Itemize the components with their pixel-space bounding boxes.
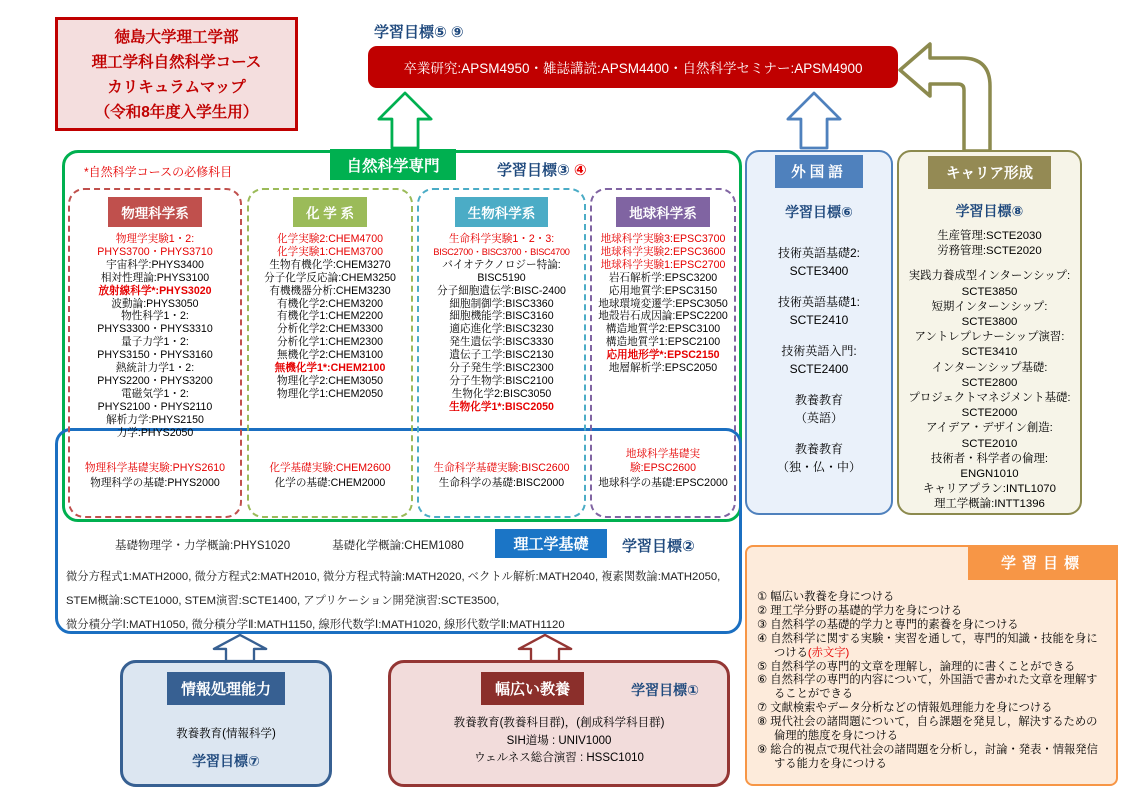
- column-biology: [417, 188, 586, 518]
- list-item: 生命科学基礎実験:BISC2600: [433, 462, 570, 474]
- list-item: 地球科学実験2:EPSC3600: [600, 245, 726, 258]
- list-item: 技術者・科学者の倫理:: [930, 452, 1049, 465]
- objective-1-label: 学習目標①: [631, 682, 699, 698]
- list-item: ⑦ 文献検索やデータ分析などの情報処理能力を身につける: [757, 702, 1053, 715]
- career-header: キャリア形成: [928, 156, 1051, 189]
- foundation-intro-courses: [115, 537, 506, 553]
- foreign-language-header: 外国語: [775, 155, 863, 188]
- information-processing-header: 情報処理能力: [167, 672, 285, 705]
- list-item: ④ 自然科学に関する実験・実習を通して，専門的知識・技能を身につける(赤文字): [757, 632, 1098, 659]
- list-item: 応用地質学:EPSC3150: [608, 284, 718, 297]
- list-item: 分子化学反応論:CHEM3250: [264, 271, 396, 284]
- list-item: 分析化学1:CHEM2300: [277, 336, 383, 349]
- math-course-list: [66, 565, 726, 637]
- arrow-up-broad-to-foundation-icon: [517, 633, 573, 663]
- objective-6-label: 学習目標⑥: [785, 204, 853, 220]
- column-physics: [68, 188, 242, 518]
- list-item: SCTE3410: [961, 346, 1018, 359]
- list-item: 量子力学1・2:: [121, 336, 189, 349]
- list-item: 生命科学実験1・2・3:: [448, 233, 555, 245]
- learning-objectives-header: 学習目標: [968, 545, 1118, 580]
- biology-course-list: [419, 233, 584, 414]
- list-item: BISC2700・BISC3700・BISC4700: [433, 246, 570, 257]
- list-item: ⑨ 総合的視点で現代社会の諸問題を分析し，討論・発表・情報発信する能力を身につける: [757, 743, 1098, 770]
- list-item: 生産管理:SCTE2030: [937, 230, 1042, 242]
- list-item: プロジェクトマネジメント基礎:: [908, 392, 1071, 405]
- list-item: 技術英語基礎1:: [777, 295, 860, 309]
- objective-7-label: 学習目標⑦: [192, 753, 260, 769]
- list-item: 技術英語基礎2:: [777, 246, 860, 260]
- basic-physics-course: 基礎物理学・力学概論:PHYS1020: [115, 540, 291, 552]
- list-item: 物理科学基礎実験:PHYS2610: [84, 462, 226, 474]
- list-item: 物性科学1・2:: [121, 310, 189, 323]
- list-item: 分子細胞遺伝学:BISC-2400: [437, 284, 566, 297]
- list-item: 放射線科学*:PHYS3020: [98, 284, 212, 297]
- list-item: 相対性理論:PHYS3100: [100, 271, 210, 284]
- list-item: 物理学実験1・2:: [115, 233, 195, 245]
- list-item: 構造地質学2:EPSC3100: [605, 323, 721, 336]
- biology-column-header: 生物科学系: [455, 197, 549, 227]
- foreign-language-box: [745, 150, 893, 515]
- list-item: 物理化学1:CHEM2050: [277, 387, 383, 400]
- list-item: 生物有機化学:CHEM3270: [269, 258, 391, 271]
- list-item: 地球科学実験1:EPSC2700: [600, 258, 726, 271]
- list-item: PHYS3300・PHYS3310: [97, 323, 213, 336]
- list-item: （独・仏・中）: [776, 460, 861, 474]
- list-item: 物理化学2:CHEM3050: [277, 374, 383, 387]
- list-item: 教養教育: [794, 442, 843, 456]
- list-item: 分析化学2:CHEM3300: [277, 323, 383, 336]
- list-item: 宇宙科学:PHYS3400: [106, 258, 204, 271]
- list-item: ② 理工学分野の基礎的学力を身につける: [757, 604, 963, 617]
- physics-basics-list: [72, 461, 238, 490]
- list-item: 細胞制御学:BISC3360: [449, 297, 554, 310]
- list-item: 細胞機能学:BISC3160: [449, 310, 554, 323]
- broad-education-header: 幅広い教養: [481, 672, 584, 705]
- list-item: 化学基礎実験:CHEM2600: [269, 462, 391, 474]
- foundation-section-label: 理工学基礎: [495, 529, 607, 558]
- list-item: 岩石解析学:EPSC3200: [608, 271, 718, 284]
- list-item: PHYS2100・PHYS2110: [97, 400, 213, 413]
- broad-education-box: [388, 660, 730, 787]
- list-item: ⑥ 自然科学の専門的内容について，外国語で書かれた文章を理解することができる: [757, 674, 1098, 701]
- broad-education-course-list: [391, 715, 727, 768]
- list-item: 物理科学の基礎:PHYS2000: [90, 476, 220, 489]
- earth-basics-list: [594, 447, 732, 491]
- list-item: 地層解析学:EPSC2050: [608, 362, 718, 375]
- list-item: 化学実験2:CHEM4700: [277, 233, 383, 245]
- list-item: 微分方程式1:MATH2000, 微分方程式2:MATH2010, 微分方程式特論:MATH2020, ベクトル解析:MATH2040, 複素関数論:MATH2050,: [66, 571, 721, 583]
- list-item: SCTE2410: [789, 313, 849, 327]
- list-item: 化学の基礎:CHEM2000: [274, 476, 386, 489]
- list-item: 解析力学:PHYS2150: [106, 413, 204, 426]
- list-item: 電磁気学1・2:: [121, 387, 189, 400]
- list-item: 適応進化学:BISC3230: [449, 323, 554, 336]
- list-item: 教養教育: [794, 393, 843, 407]
- career-development-box: [897, 150, 1082, 515]
- list-item: 有機化学1:CHEM2200: [277, 310, 383, 323]
- career-course-list: [899, 229, 1080, 513]
- list-item: 発生遺伝学:BISC3330: [449, 336, 554, 349]
- list-item: 地球科学の基礎:EPSC2000: [598, 476, 728, 489]
- required-courses-note: *自然科学コースの必修科目: [84, 165, 233, 179]
- list-item: バイオテクノロジー特論:: [442, 258, 561, 271]
- list-item: 無機化学1*:CHEM2100: [274, 362, 386, 375]
- list-item: 化学実験1:CHEM3700: [277, 245, 383, 258]
- arrow-up-foreign-to-banner-icon: [786, 89, 842, 151]
- information-processing-box: [120, 660, 332, 787]
- objective-4-text: ④: [573, 162, 587, 179]
- objectives-5-9-label: 学習目標⑤ ⑨: [374, 24, 464, 41]
- arrow-up-science-to-banner-icon: [377, 89, 433, 151]
- list-item: 有機化学2:CHEM3200: [277, 297, 383, 310]
- list-item: 技術英語入門:: [781, 344, 857, 358]
- list-item: SCTE3800: [961, 316, 1018, 329]
- list-item: 地球環境変遷学:EPSC3050: [598, 297, 728, 310]
- list-item: 構造地質学1:EPSC2100: [605, 336, 721, 349]
- list-item: 実践力養成型インターンシップ:: [908, 270, 1071, 283]
- list-item: 分子発生学:BISC2300: [449, 362, 554, 375]
- list-item: キャリアプラン:INTL1070: [923, 483, 1056, 496]
- objective-2-label: 学習目標②: [622, 538, 695, 555]
- red-text-note: (赤文字): [807, 646, 850, 659]
- list-item: 波動論:PHYS3050: [111, 297, 199, 310]
- learning-objectives-list: [757, 591, 1108, 772]
- basic-chemistry-course: 基礎化学概論:CHEM1080: [332, 540, 464, 552]
- list-item: アイデア・デザイン創造:: [926, 422, 1053, 435]
- list-item: 応用地形学*:EPSC2150: [606, 349, 720, 362]
- column-earth-science: [590, 188, 736, 518]
- list-item: 分子生物学:BISC2100: [449, 374, 554, 387]
- title-line-1: 徳島大学理工学部: [114, 29, 239, 46]
- list-item: 有機機器分析:CHEM3230: [269, 284, 391, 297]
- chemistry-column-header: 化 学 系: [293, 197, 367, 227]
- info-course: 教養教育(情報科学): [176, 728, 276, 740]
- column-chemistry: [247, 188, 413, 518]
- earth-course-list: [592, 233, 734, 375]
- physics-column-header: 物理科学系: [108, 197, 202, 227]
- list-item: STEM概論:SCTE1000, STEM演習:SCTE1400, アプリケーション開発演習:SCTE3500,: [66, 595, 500, 607]
- list-item: PHYS3700・PHYS3710: [97, 245, 213, 258]
- learning-objectives-box: [745, 545, 1118, 786]
- list-item: ① 幅広い教養を身につける: [757, 591, 895, 603]
- list-item: SCTE3850: [961, 285, 1018, 298]
- list-item: 生物化学1*:BISC2050: [449, 400, 554, 413]
- list-item: BISC5190: [477, 271, 526, 284]
- list-item: SIH道場 : UNIV1000: [506, 734, 612, 747]
- title-line-2: 理工学科自然科学コース: [91, 54, 262, 71]
- objective-8-label: 学習目標⑧: [955, 203, 1024, 219]
- list-item: 短期インターンシップ:: [931, 300, 1048, 313]
- list-item: 労務管理:SCTE2020: [937, 245, 1042, 258]
- list-item: 生物化学2:BISC3050: [451, 387, 552, 400]
- list-item: 地球科学実験3:EPSC3700: [600, 233, 726, 245]
- chemistry-basics-list: [251, 461, 409, 490]
- title-line-4: （令和8年度入学生用）: [94, 104, 259, 121]
- earth-column-header: 地球科学系: [616, 197, 710, 227]
- foreign-language-course-list: [747, 244, 891, 476]
- list-item: PHYS3150・PHYS3160: [97, 349, 213, 362]
- physics-course-list: [70, 233, 240, 440]
- arrow-bent-career-to-banner-icon: [898, 40, 998, 152]
- list-item: SCTE3400: [789, 264, 849, 278]
- list-item: 力学:PHYS2050: [116, 426, 194, 439]
- list-item: 地殻岩石成因論:EPSC2200: [598, 310, 728, 323]
- list-item: ウェルネス総合演習 : HSSC1010: [474, 752, 644, 764]
- list-item: ⑤ 自然科学の専門的文章を理解し，論理的に書くことができる: [757, 660, 1076, 673]
- biology-basics-list: [421, 461, 582, 490]
- natural-science-section-label: 自然科学専門: [330, 149, 456, 180]
- list-item: （英語）: [794, 411, 843, 425]
- list-item: 微分積分学Ⅰ:MATH1050, 微分積分学Ⅱ:MATH1150, 線形代数学Ⅰ:MATH1020, 線形代数学Ⅱ:MATH1120: [66, 619, 565, 631]
- objectives-3-4-label: [497, 159, 587, 180]
- list-item: SCTE2400: [789, 362, 849, 376]
- graduation-research-banner: 卒業研究:APSM4950・雑誌講読:APSM4400・自然科学セミナー:APSM4900: [368, 46, 898, 88]
- list-item: PHYS2200・PHYS3200: [97, 374, 213, 387]
- chemistry-course-list: [249, 233, 411, 401]
- list-item: 地球科学基礎実験:EPSC2600: [625, 447, 701, 474]
- map-title: [55, 17, 298, 131]
- list-item: 理工学概論:INTT1396: [934, 498, 1045, 511]
- list-item: 生命科学の基礎:BISC2000: [438, 476, 565, 489]
- list-item: 熱統計力学1・2:: [115, 362, 195, 375]
- list-item: SCTE2800: [961, 376, 1018, 389]
- list-item: SCTE2000: [961, 407, 1018, 420]
- list-item: ⑧ 現代社会の諸問題について，自ら課題を発見し，解決するための倫理的態度を身につける: [757, 716, 1098, 743]
- list-item: ENGN1010: [960, 468, 1019, 481]
- list-item: 遺伝子工学:BISC2130: [449, 349, 554, 362]
- list-item: 教養教育(教養科目群)，(創成科学科目群): [453, 717, 665, 729]
- list-item: SCTE2010: [961, 437, 1018, 450]
- list-item: 無機化学2:CHEM3100: [277, 349, 383, 362]
- title-line-3: カリキュラムマップ: [107, 79, 246, 96]
- list-item: ③ 自然科学の基礎的学力と専門的素養を身につける: [757, 618, 1019, 631]
- arrow-up-info-to-foundation-icon: [212, 633, 268, 663]
- objective-3-text: 学習目標③: [497, 162, 570, 179]
- list-item: インターンシップ基礎:: [931, 361, 1048, 374]
- list-item: アントレプレナーシップ演習:: [914, 331, 1065, 344]
